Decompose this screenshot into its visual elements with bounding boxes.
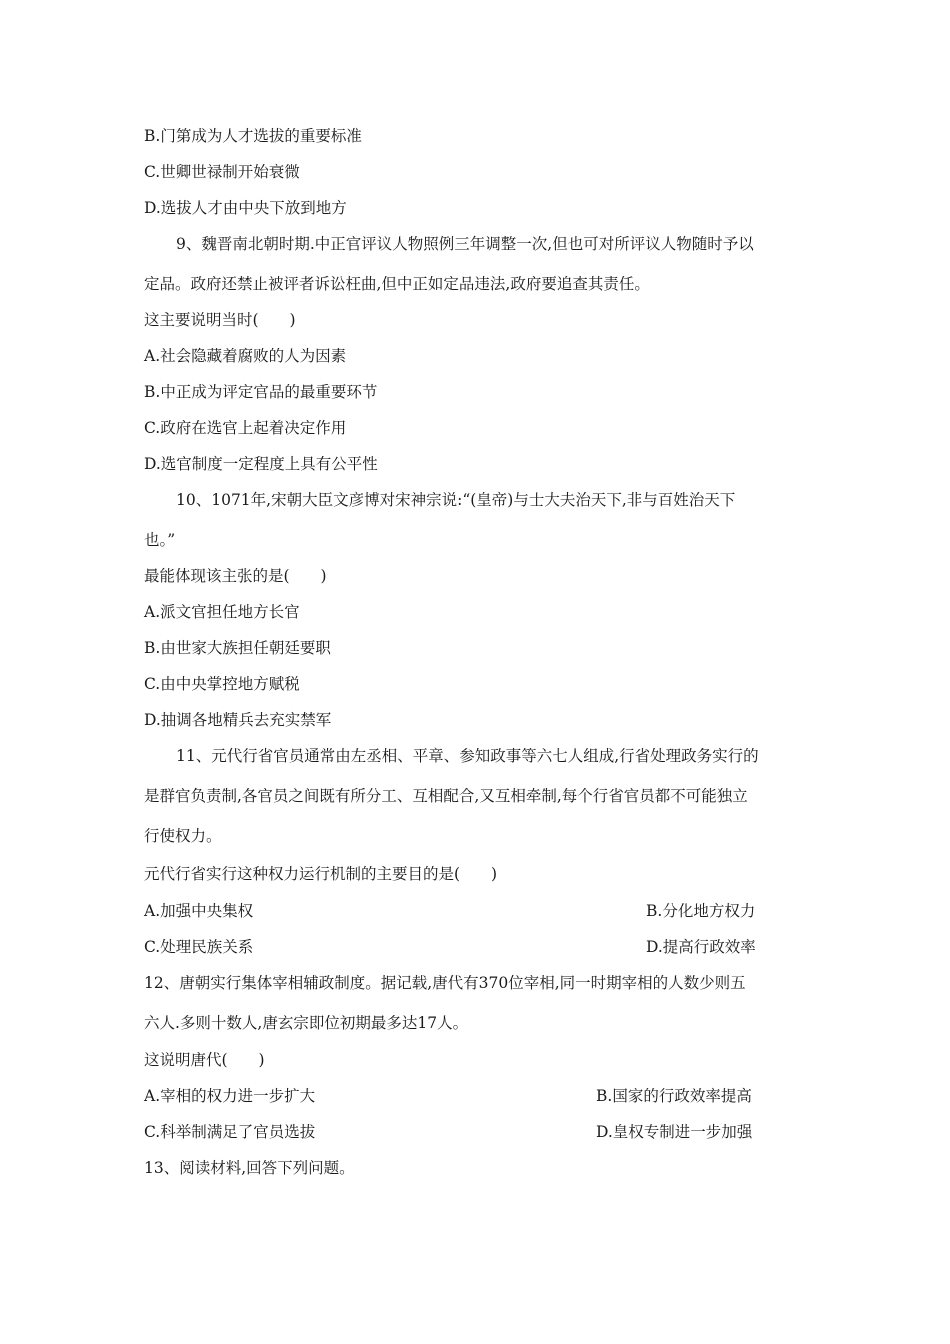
q12-prompt: 这说明唐代( ) <box>144 1051 265 1069</box>
q10-stem-line2: 也。” <box>144 531 176 549</box>
q11-option-a: A.加强中央集权 <box>144 902 254 920</box>
q13-stem-line1: 13、阅读材料,回答下列问题。 <box>144 1159 355 1177</box>
q12-option-b: B.国家的行政效率提高 <box>596 1087 752 1105</box>
q12-stem-line2: 六人.多则十数人,唐玄宗即位初期最多达17人。 <box>144 1014 469 1032</box>
q12-option-d: D.皇权专制进一步加强 <box>596 1123 753 1141</box>
q9-option-a: A.社会隐藏着腐败的人为因素 <box>144 347 347 365</box>
q9-stem-line2: 定品。政府还禁止被评者诉讼枉曲,但中正如定品违法,政府要追查其责任。 <box>144 275 650 293</box>
q10-prompt: 最能体现该主张的是( ) <box>144 567 327 585</box>
q11-prompt: 元代行省实行这种权力运行机制的主要目的是( ) <box>144 865 498 883</box>
q9-stem-line1: 9、魏晋南北朝时期.中正官评议人物照例三年调整一次,但也可对所评议人物随时予以 <box>176 235 754 253</box>
q12-stem-line1: 12、唐朝实行集体宰相辅政制度。据记载,唐代有370位宰相,同一时期宰相的人数少则五 <box>144 974 746 992</box>
q9-option-d: D.选官制度一定程度上具有公平性 <box>144 455 378 473</box>
q10-option-c: C.由中央掌控地方赋税 <box>144 675 300 693</box>
q12-option-c: C.科举制满足了官员选拔 <box>144 1123 316 1141</box>
q9-option-c: C.政府在选官上起着决定作用 <box>144 419 347 437</box>
q10-stem-line1: 10、1071年,宋朝大臣文彦博对宋神宗说:“(皇帝)与士大夫治天下,非与百姓治天下 <box>176 491 736 509</box>
q11-option-d: D.提高行政效率 <box>646 938 756 956</box>
q11-option-b: B.分化地方权力 <box>646 902 756 920</box>
q10-option-b: B.由世家大族担任朝廷要职 <box>144 639 331 657</box>
q8-option-c: C.世卿世禄制开始衰微 <box>144 163 300 181</box>
q8-option-d: D.选拔人才由中央下放到地方 <box>144 199 347 217</box>
q10-option-d: D.抽调各地精兵去充实禁军 <box>144 711 332 729</box>
q12-option-a: A.宰相的权力进一步扩大 <box>144 1087 316 1105</box>
q11-option-c: C.处理民族关系 <box>144 938 254 956</box>
q11-stem-line1: 11、元代行省官员通常由左丞相、平章、参知政事等六七人组成,行省处理政务实行的 <box>176 747 759 765</box>
q8-option-b: B.门第成为人才选拔的重要标准 <box>144 127 362 145</box>
q10-option-a: A.派文官担任地方长官 <box>144 603 300 621</box>
q9-option-b: B.中正成为评定官品的最重要环节 <box>144 383 378 401</box>
q11-stem-line2: 是群官负责制,各官员之间既有所分工、互相配合,又互相牵制,每个行省官员都不可能独立 <box>144 787 748 805</box>
q9-prompt: 这主要说明当时( ) <box>144 311 296 329</box>
q11-stem-line3: 行使权力。 <box>144 827 222 845</box>
